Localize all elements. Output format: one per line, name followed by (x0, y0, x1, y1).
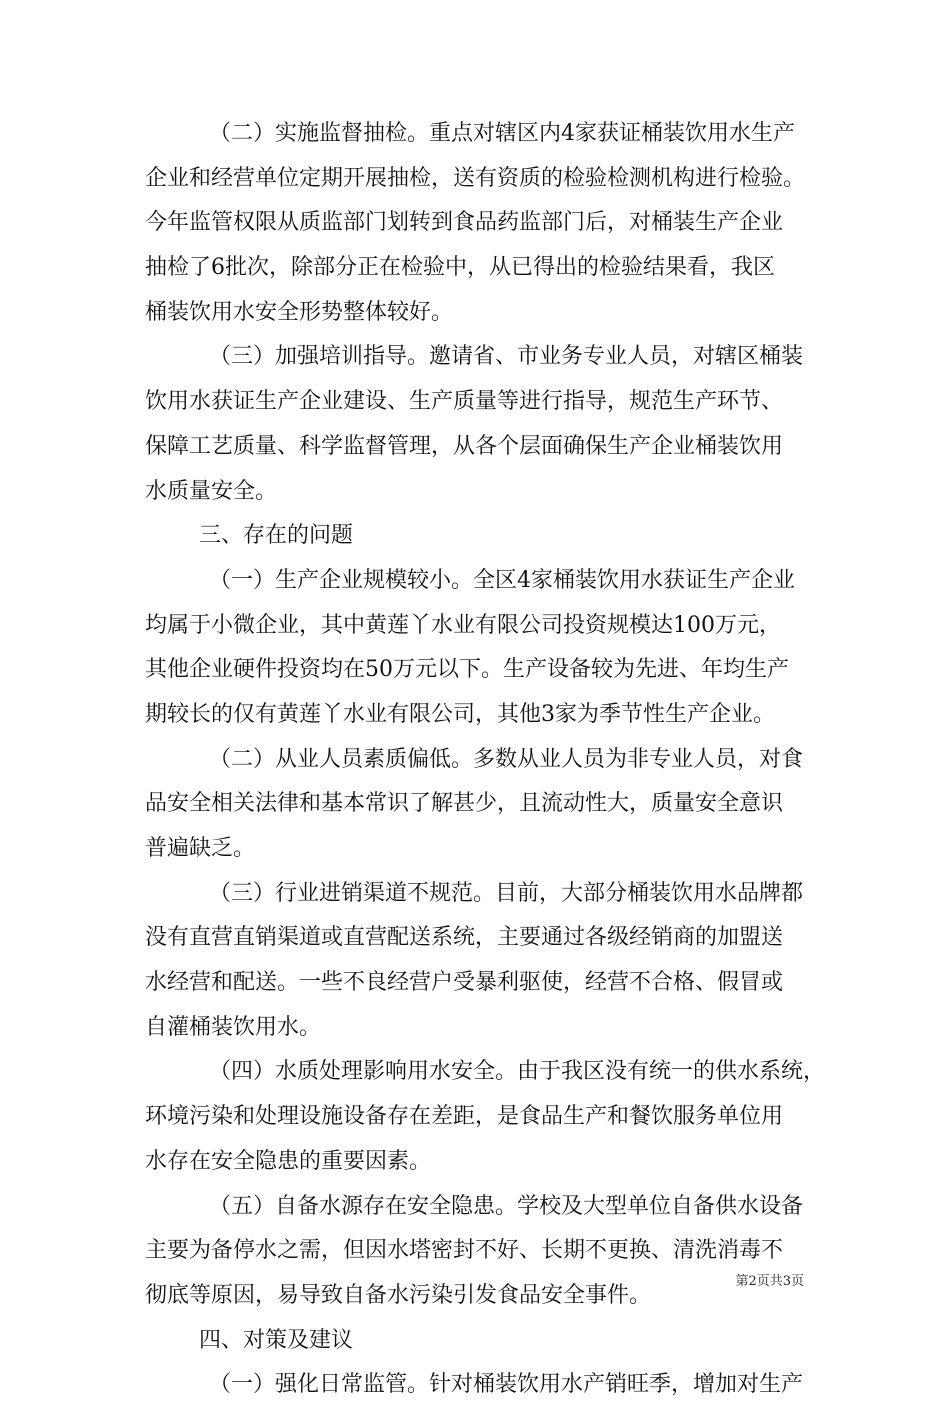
text-line: （四）水质处理影响用水安全。由于我区没有统一的供水系统， (209, 1059, 826, 1085)
text-line: 企业和经营单位定期开展抽检，送有资质的检验检测机构进行检验。 (145, 165, 806, 191)
page-number-footer: 第2页共3页 (735, 1274, 804, 1289)
text-line: （二）从业人员素质偏低。多数从业人员为非专业人员，对食 (209, 746, 804, 772)
text-line: （二）实施监督抽检。重点对辖区内4家获证桶装饮用水生产 (209, 121, 795, 146)
text-line: 没有直营直销渠道或直营配送系统，主要通过各级经销商的加盟送 (145, 925, 784, 951)
text-line: 其他企业硬件投资均在50万元以下。生产设备较为先进、年均生产 (145, 657, 789, 683)
text-line: 今年监管权限从质监部门划转到食品药监部门后，对桶装生产企业 (145, 210, 784, 236)
section-heading-problems (145, 514, 815, 559)
heading-line: 三、存在的问题 (199, 523, 354, 549)
heading-line: 四、对策及建议 (199, 1327, 354, 1353)
text-line: （五）自备水源存在安全隐患。学校及大型单位自备供水设备 (209, 1193, 804, 1219)
paragraph-supervision-sampling (145, 112, 815, 335)
paragraph-staff-quality (145, 738, 815, 872)
paragraph-daily-supervision (145, 1363, 815, 1408)
text-line: 品安全相关法律和基本常识了解甚少，且流动性大，质量安全意识 (145, 791, 784, 817)
text-line: 环境污染和处理设施设备存在差距，是食品生产和餐饮服务单位用 (145, 1104, 784, 1130)
section-heading-countermeasures (145, 1319, 815, 1364)
text-line: 普遍缺乏。 (145, 836, 256, 861)
text-line: （一）强化日常监管。针对桶装饮用水产销旺季，增加对生产 (209, 1372, 804, 1398)
text-line: 主要为备停水之需，但因水塔密封不好、长期不更换、清洗消毒不 (145, 1238, 784, 1264)
paragraph-water-treatment (145, 1050, 826, 1184)
text-line: 均属于小微企业，其中黄莲丫水业有限公司投资规模达100万元， (145, 612, 781, 638)
text-line: 保障工艺质量、科学监督管理，从各个层面确保生产企业桶装饮用 (145, 433, 784, 459)
paragraph-sales-channels (145, 872, 815, 1051)
document-body (145, 112, 826, 1408)
text-line: 水经营和配送。一些不良经营户受暴利驱使，经营不合格、假冒或 (145, 970, 784, 996)
paragraph-small-scale (145, 559, 815, 738)
paragraph-training-guidance (145, 335, 815, 514)
text-line: 饮用水获证生产企业建设、生产质量等进行指导，规范生产环节、 (145, 389, 784, 415)
text-line: （一）生产企业规模较小。全区4家桶装饮用水获证生产企业 (209, 567, 795, 593)
text-line: 水质量安全。 (145, 478, 278, 504)
text-line: （三）加强培训指导。邀请省、市业务专业人员，对辖区桶装 (209, 344, 804, 370)
text-line: 期较长的仅有黄莲丫水业有限公司，其他3家为季节性生产企业。 (145, 701, 775, 727)
text-line: 桶装饮用水安全形势整体较好。 (145, 299, 454, 325)
paragraph-self-supply (145, 1185, 815, 1319)
text-line: 彻底等原因，易导致自备水污染引发食品安全事件。 (145, 1282, 652, 1308)
text-line: 抽检了6批次，除部分正在检验中，从已得出的检验结果看，我区 (145, 255, 775, 281)
text-line: 自灌桶装饮用水。 (145, 1014, 322, 1040)
text-line: （三）行业进销渠道不规范。目前，大部分桶装饮用水品牌都 (209, 880, 804, 906)
text-line: 水存在安全隐患的重要因素。 (145, 1148, 432, 1174)
